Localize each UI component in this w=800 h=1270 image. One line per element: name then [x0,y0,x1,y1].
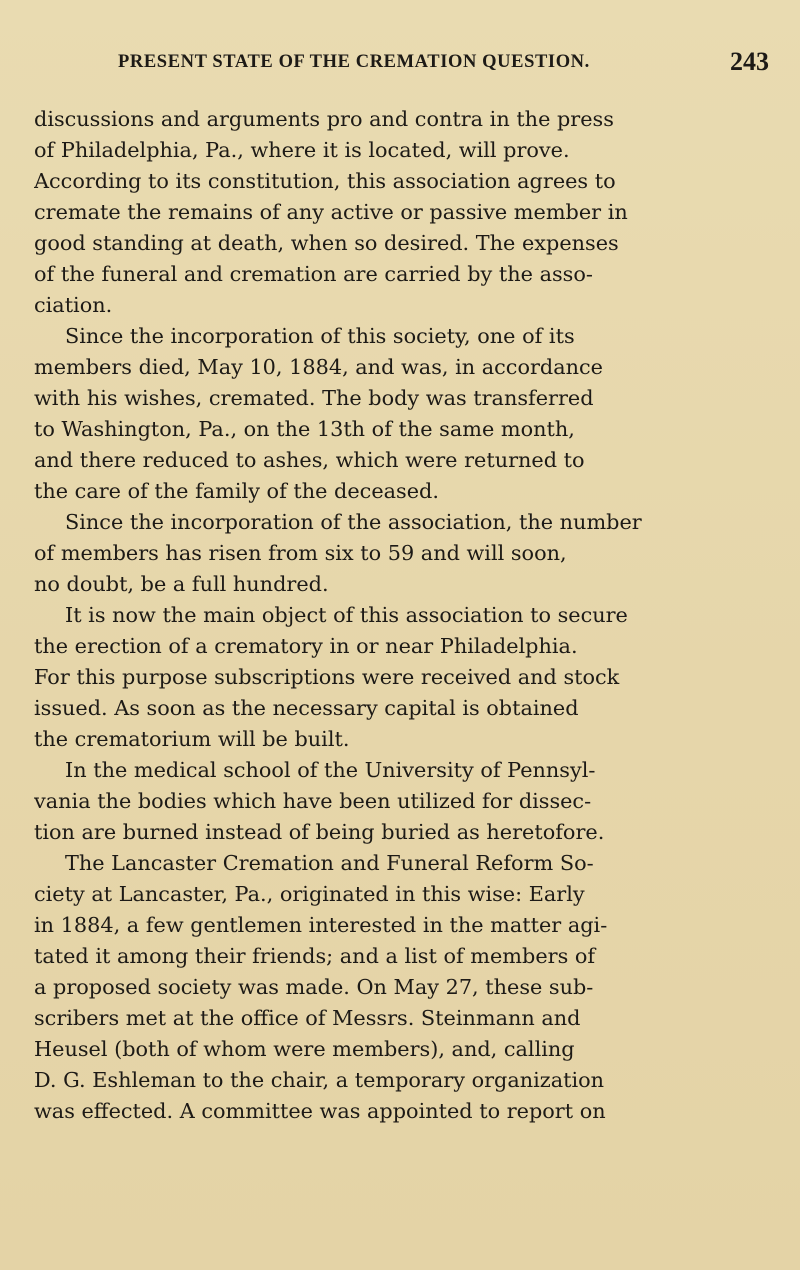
text-line: For this purpose subscriptions were received and stock [34,665,620,689]
text-line: According to its constitution, this association agrees to [34,169,616,193]
text-line: the care of the family of the deceased. [34,479,439,503]
text-line: good standing at death, when so desired. The expenses [34,231,619,255]
text-line: a proposed society was made. On May 27, these sub- [34,975,594,999]
text-line: discussions and arguments pro and contra in the press [34,107,614,131]
text-line: vania the bodies which have been utilized for dissec- [34,789,592,813]
text-line: of Philadelphia, Pa., where it is located, will prove. [34,138,570,162]
text-line: was effected. A committee was appointed to report on [34,1099,606,1123]
page-number: 243 [730,47,769,76]
text-line: Since the incorporation of this society, one of its [65,324,575,348]
text-line: tion are burned instead of being buried as heretofore. [34,820,605,844]
text-line: ciety at Lancaster, Pa., originated in this wise: Early [34,882,585,906]
text-line: the crematorium will be built. [34,727,350,751]
text-line: and there reduced to ashes, which were returned to [34,448,585,472]
page-header [118,48,798,82]
text-line: in 1884, a few gentlemen interested in the matter agi- [34,913,608,937]
text-line: members died, May 10, 1884, and was, in accordance [34,355,603,379]
text-line: It is now the main object of this association to secure [65,603,628,627]
body-text [34,104,790,1127]
running-title: PRESENT STATE OF THE CREMATION QUESTION. [118,52,590,72]
text-line: Heusel (both of whom were members), and, calling [34,1037,575,1061]
text-line: ciation. [34,293,113,317]
text-line: of the funeral and cremation are carried by the asso- [34,262,593,286]
text-line: In the medical school of the University of Pennsyl- [65,758,596,782]
text-line: scribers met at the office of Messrs. Steinmann and [34,1006,581,1030]
text-line: The Lancaster Cremation and Funeral Reform So- [65,851,594,875]
text-line: cremate the remains of any active or passive member in [34,200,628,224]
text-line: to Washington, Pa., on the 13th of the same month, [34,417,575,441]
text-line: tated it among their friends; and a list of members of [34,944,596,968]
text-line: of members has risen from six to 59 and will soon, [34,541,567,565]
text-line: issued. As soon as the necessary capital is obtained [34,696,579,720]
text-line: the erection of a crematory in or near Philadelphia. [34,634,578,658]
text-line: with his wishes, cremated. The body was transferred [34,386,594,410]
text-line: D. G. Eshleman to the chair, a temporary organization [34,1068,605,1092]
text-line: no doubt, be a full hundred. [34,572,329,596]
text-line: Since the incorporation of the association, the number [65,510,642,534]
